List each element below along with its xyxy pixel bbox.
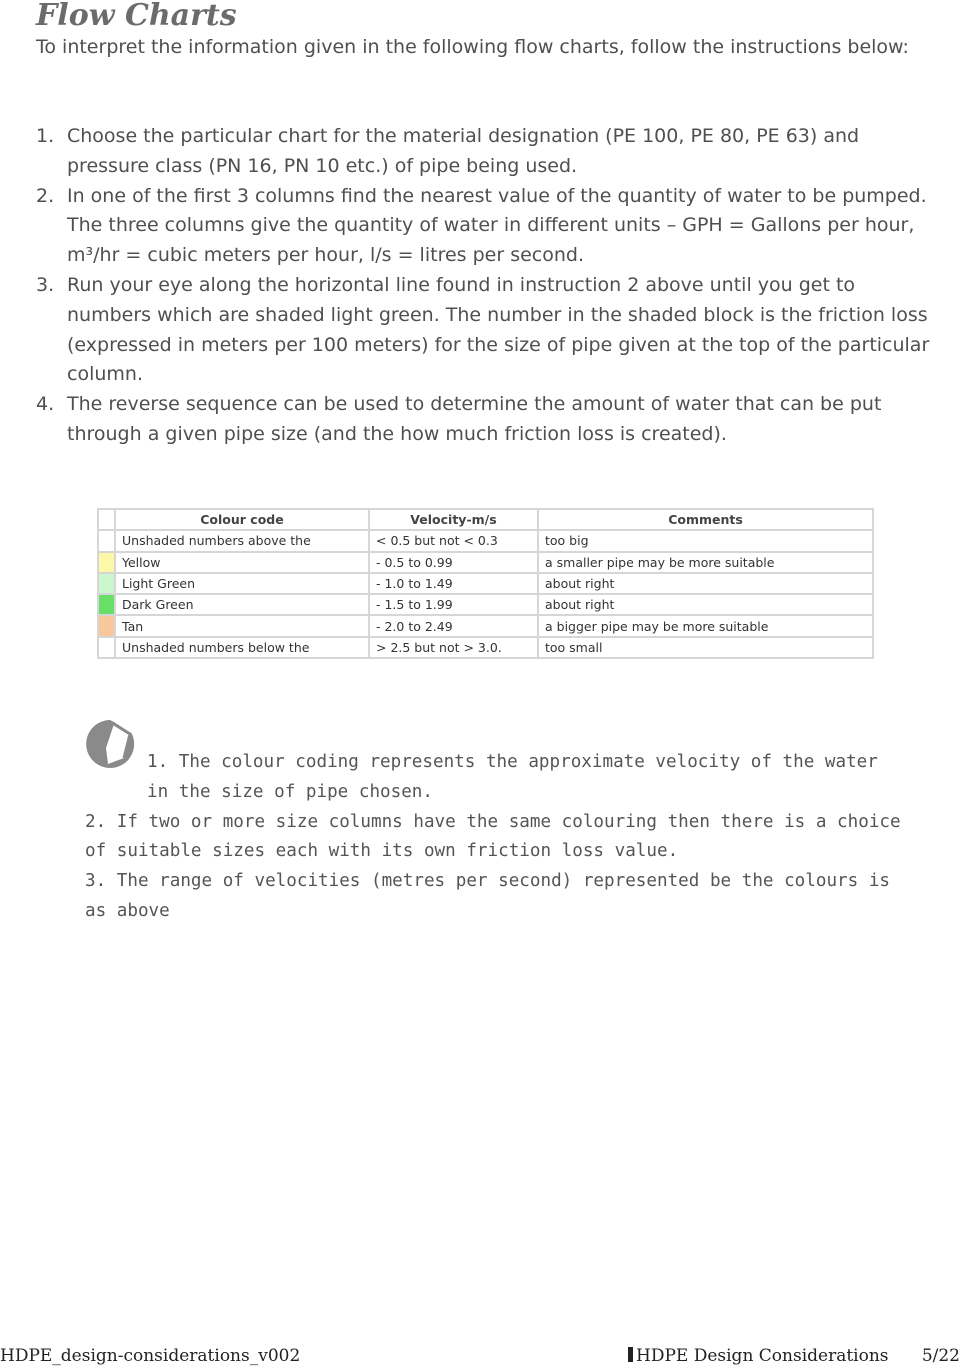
step-text: Choose the particular chart for the material designation (PE 100, PE 80, PE 63) and pressure class (PN 16, PN 10 etc.) of pipe being used. [67, 125, 860, 177]
comment-cell: about right [538, 594, 873, 615]
swatch-header [98, 509, 115, 530]
step-number: 1. [36, 125, 55, 147]
table-row [98, 573, 873, 594]
colour-code-cell: Unshaded numbers below the [115, 637, 369, 658]
footer-document-id: HDPE_design-considerations_v002 [0, 1346, 301, 1366]
velocity-cell: - 1.0 to 1.49 [369, 573, 538, 594]
step-text: In one of the first 3 columns find the nearest value of the quantity of water to be pumped. The three columns give the quantity of water in different units – GPH = Gallons per hour, m³/hr = cubic meters per hour, l/s = litres per second. [67, 184, 927, 267]
list-item [36, 182, 936, 271]
table-row [98, 615, 873, 636]
intro-text: To interpret the information given in the following flow charts, follow the instructions below: [36, 36, 909, 58]
table-row [98, 637, 873, 658]
colour-code-cell: Unshaded numbers above the [115, 530, 369, 551]
velocity-cell: - 1.5 to 1.99 [369, 594, 538, 615]
table-header-row [98, 509, 873, 530]
step-text: The reverse sequence can be used to determine the amount of water that can be put through a given pipe size (and the how much friction loss is created). [67, 393, 882, 445]
colour-legend-table [97, 508, 874, 659]
note-line: 3. The range of velocities (metres per second) represented be the colours is as above [85, 871, 891, 921]
table-row [98, 594, 873, 615]
note-line: 1. The colour coding represents the approximate velocity of the water in the size of pipe chosen. [147, 752, 878, 802]
comment-cell: about right [538, 573, 873, 594]
table-row [98, 530, 873, 551]
colour-swatch [98, 573, 115, 594]
instruction-list [36, 122, 936, 450]
list-item [36, 390, 936, 450]
colour-code-cell: Light Green [115, 573, 369, 594]
page-footer [0, 1346, 960, 1370]
velocity-cell: - 0.5 to 0.99 [369, 552, 538, 573]
comment-cell: a smaller pipe may be more suitable [538, 552, 873, 573]
step-number: 4. [36, 393, 55, 416]
list-item [36, 271, 936, 390]
footer-title: HDPE Design Considerations [636, 1346, 889, 1366]
list-item [36, 122, 936, 182]
velocity-cell: - 2.0 to 2.49 [369, 615, 538, 636]
colour-swatch [98, 530, 115, 551]
colour-swatch [98, 552, 115, 573]
footer-bar-icon [628, 1347, 633, 1362]
page-number: 5/22 [921, 1346, 960, 1366]
step-text: Run your eye along the horizontal line found in instruction 2 above until you get to numbers which are shaded light green. The number in the shaded block is the friction loss (expressed in meters per 100 meters) for the size of pipe given at the top of the particular column. [67, 273, 930, 386]
velocity-cell: < 0.5 but not < 0.3 [369, 530, 538, 551]
note-line: 2. If two or more size columns have the same colouring then there is a choice of suitable sizes each with its own friction loss value. [85, 811, 901, 862]
comment-cell: a bigger pipe may be more suitable [538, 615, 873, 636]
footer-title-wrap [628, 1346, 889, 1366]
velocity-cell: > 2.5 but not > 3.0. [369, 637, 538, 658]
colour-swatch [98, 637, 115, 658]
step-number: 2. [36, 184, 55, 207]
colour-code-cell: Tan [115, 615, 369, 636]
table-row [98, 552, 873, 573]
notes-block [85, 748, 905, 927]
step-number: 3. [36, 273, 55, 296]
comment-cell: too big [538, 530, 873, 551]
colour-code-cell: Dark Green [115, 594, 369, 615]
comments-header: Comments [538, 509, 873, 530]
page-title: Flow Charts [36, 0, 237, 33]
colour-swatch [98, 615, 115, 636]
comment-cell: too small [538, 637, 873, 658]
colour-code-header: Colour code [115, 509, 369, 530]
velocity-header: Velocity-m/s [369, 509, 538, 530]
colour-swatch [98, 594, 115, 615]
colour-code-cell: Yellow [115, 552, 369, 573]
